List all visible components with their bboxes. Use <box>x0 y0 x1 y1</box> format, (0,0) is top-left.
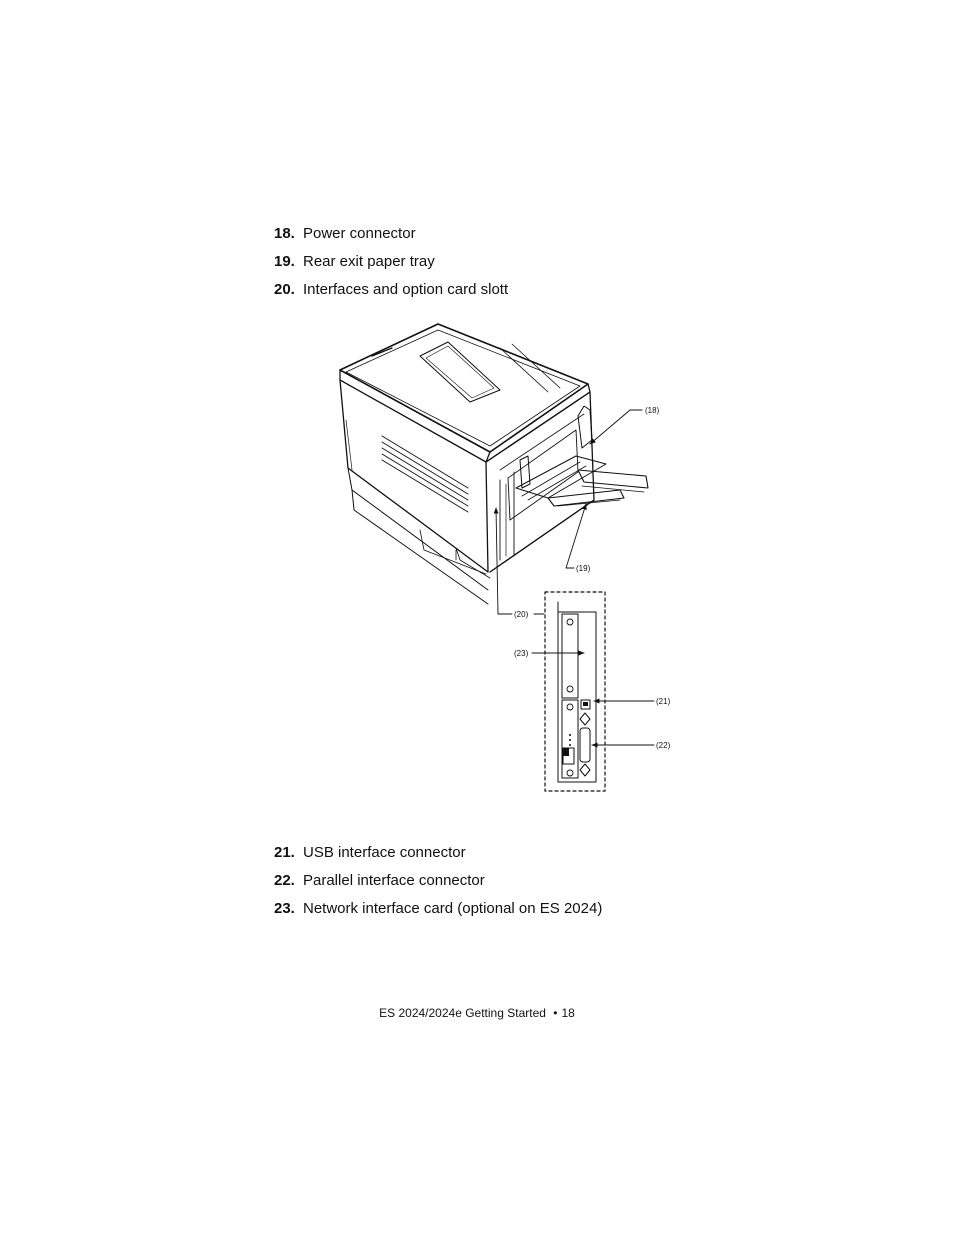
page-footer <box>0 1006 954 1020</box>
legend-item-23 <box>274 900 602 928</box>
legend-label: Network interface card (optional on ES 2024) <box>303 900 603 917</box>
interface-panel-detail <box>545 592 605 791</box>
callout-23: (23) <box>514 649 529 658</box>
legend-list-top <box>274 225 508 309</box>
callout-20: (20) <box>514 610 529 619</box>
legend-number: 18. <box>274 225 295 242</box>
printer-body <box>340 324 594 604</box>
legend-number: 22. <box>274 872 295 889</box>
callout-21: (21) <box>656 697 671 706</box>
callout-19: (19) <box>576 564 591 573</box>
rear-exit-paper-tray <box>516 456 648 506</box>
legend-item-18 <box>274 225 508 253</box>
callout-18: (18) <box>645 406 660 415</box>
legend-item-20 <box>274 281 508 309</box>
legend-label: Power connector <box>303 225 416 242</box>
legend-number: 21. <box>274 844 295 861</box>
legend-label: Parallel interface connector <box>303 872 485 889</box>
legend-number: 20. <box>274 281 295 298</box>
printer-rear-illustration <box>330 318 680 798</box>
page-number: 18 <box>561 1006 575 1020</box>
legend-number: 23. <box>274 900 295 917</box>
legend-item-21 <box>274 844 602 872</box>
footer-bullet: • <box>553 1006 558 1020</box>
callout-22: (22) <box>656 741 671 750</box>
legend-item-19 <box>274 253 508 281</box>
legend-list-bottom <box>274 844 602 928</box>
footer-title: ES 2024/2024e Getting Started <box>379 1006 546 1020</box>
legend-label: Interfaces and option card slott <box>303 281 509 298</box>
legend-number: 19. <box>274 253 295 270</box>
legend-item-22 <box>274 872 602 900</box>
legend-label: USB interface connector <box>303 844 466 861</box>
legend-label: Rear exit paper tray <box>303 253 435 270</box>
